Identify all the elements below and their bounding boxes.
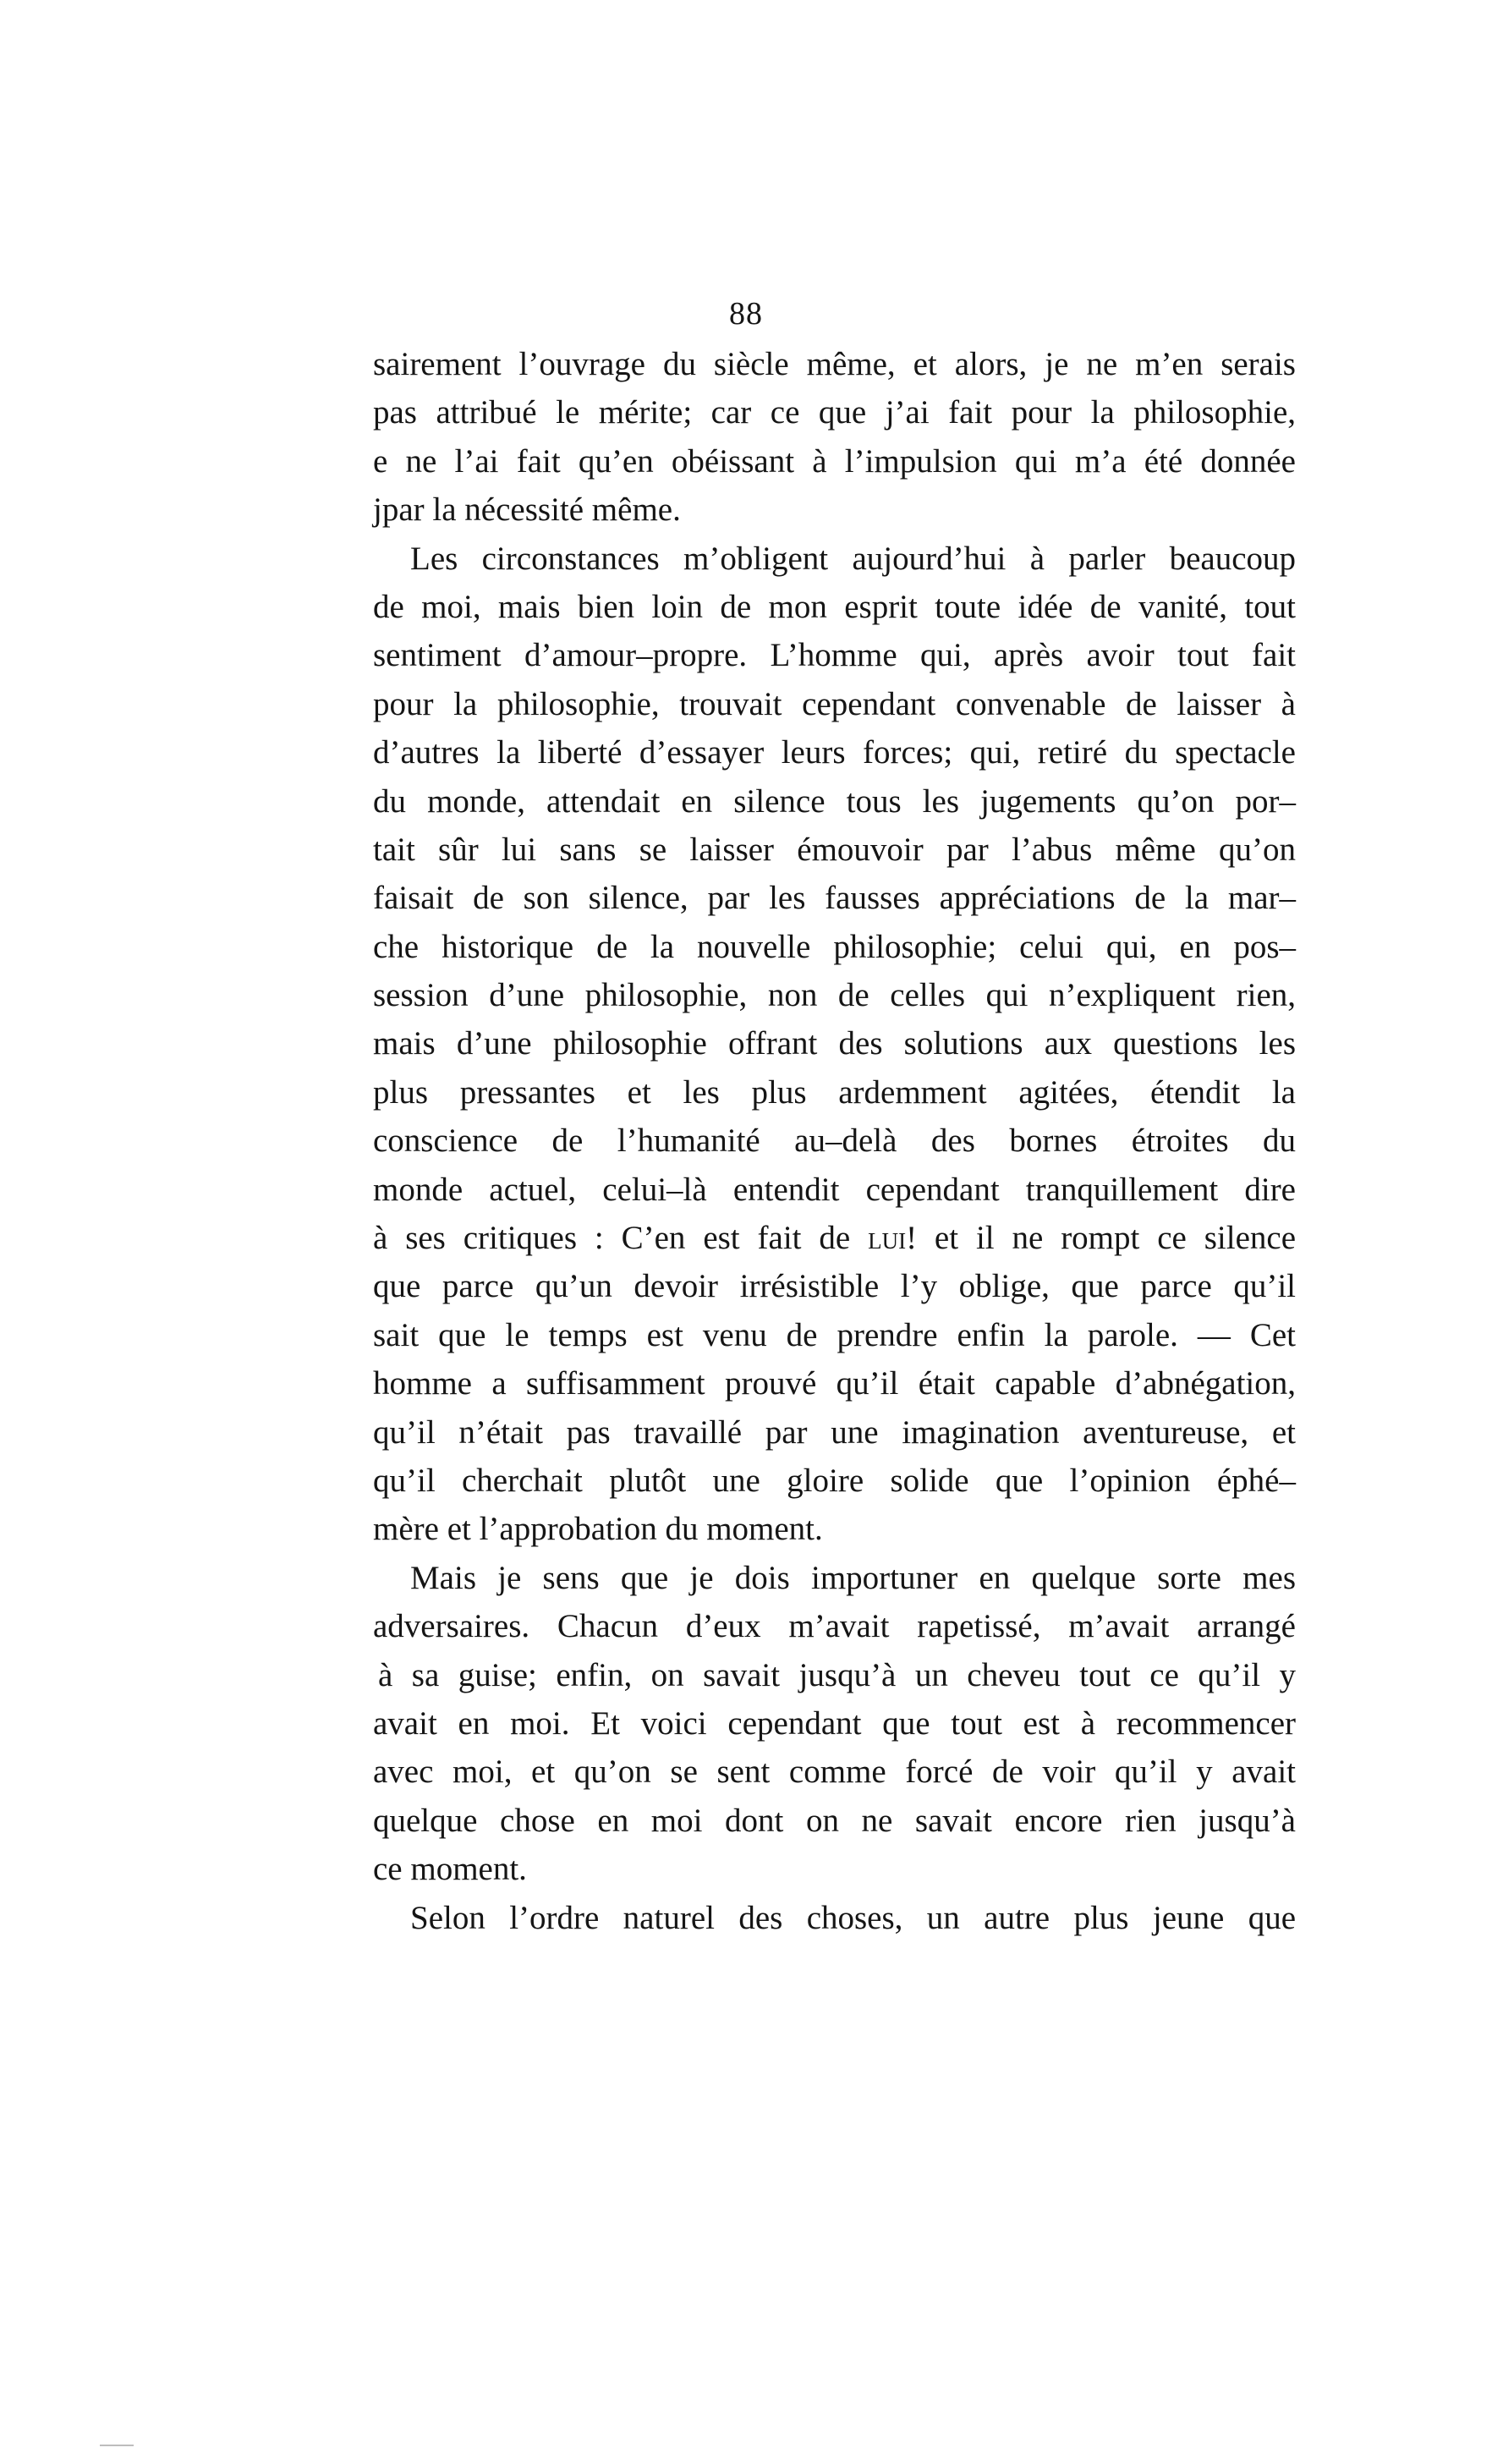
text-line: sairement l’ouvrage du siècle même, et alors, je ne m’en serais <box>373 346 1296 382</box>
page-number: 88 <box>729 296 763 332</box>
scan-artifact <box>100 2445 134 2450</box>
text-line: ce moment. <box>373 1851 527 1888</box>
text-line: monde actuel, celui–là entendit cependant tranquillement dire <box>373 1171 1296 1208</box>
text-line: plus pressantes et les plus ardemment agitées, étendit la <box>373 1073 1296 1111</box>
text-segment: à ses critiques : C’en est fait de <box>373 1220 851 1257</box>
text-line: mais d’une philosophie offrant des solutions aux questions les <box>373 1025 1296 1062</box>
paragraph-first-line: Mais je sens que je dois importuner en quelque sorte mes <box>410 1559 1296 1596</box>
text-line: avait en moi. Et voici cependant que tout est à recommencer <box>373 1704 1296 1742</box>
text-line: d’autres la liberté d’essayer leurs forces; qui, retiré du spectacle <box>373 734 1296 771</box>
text-line: à sa guise; enfin, on savait jusqu’à un cheveu tout ce qu’il y <box>378 1656 1296 1693</box>
text-line: sentiment d’amour–propre. L’homme qui, après avoir tout fait <box>373 637 1296 674</box>
text-line: homme a suffisamment prouvé qu’il était capable d’abnégation, <box>373 1365 1296 1402</box>
text-line: avec moi, et qu’on se sent comme forcé de voir qu’il y avait <box>373 1753 1296 1791</box>
text-line: sait que le temps est venu de prendre enfin la parole. — Cet <box>373 1316 1296 1353</box>
paragraph-first-line: Selon l’ordre naturel des choses, un autre plus jeune que <box>410 1899 1296 1936</box>
text-line: faisait de son silence, par les fausses appréciations de la mar– <box>373 880 1296 917</box>
text-line: qu’il n’était pas travaillé par une imagination aventureuse, et <box>373 1413 1296 1451</box>
text-line: pour la philosophie, trouvait cependant convenable de laisser à <box>373 685 1296 722</box>
text-line: che historique de la nouvelle philosophie; celui qui, en pos– <box>373 928 1296 965</box>
smallcaps-word: lui <box>868 1220 907 1257</box>
text-line: qu’il cherchait plutôt une gloire solide que l’opinion éphé– <box>373 1462 1296 1499</box>
text-line-with-smallcaps <box>373 1214 1296 1262</box>
body-text <box>373 340 1296 1942</box>
text-segment: ! et il ne rompt ce silence <box>906 1220 1297 1257</box>
text-line: e ne l’ai fait qu’en obéissant à l’impulsion qui m’a été donnée <box>373 442 1296 480</box>
text-line: quelque chose en moi dont on ne savait encore rien jusqu’à <box>373 1802 1296 1839</box>
text-line: mère et l’approbation du moment. <box>373 1511 823 1548</box>
paragraph-first-line: Les circonstances m’obligent aujourd’hui à parler beaucoup <box>410 540 1296 577</box>
text-line: pas attribué le mérite; car ce que j’ai fait pour la philosophie, <box>373 394 1296 431</box>
text-line: de moi, mais bien loin de mon esprit toute idée de vanité, tout <box>373 588 1296 625</box>
text-line: adversaires. Chacun d’eux m’avait rapetissé, m’avait arrangé <box>373 1608 1296 1645</box>
text-line: que parce qu’un devoir irrésistible l’y oblige, que parce qu’il <box>373 1268 1296 1305</box>
text-line: du monde, attendait en silence tous les jugements qu’on por– <box>373 782 1296 820</box>
text-line: conscience de l’humanité au–delà des bornes étroites du <box>373 1122 1296 1160</box>
text-line: tait sûr lui sans se laisser émouvoir par l’abus même qu’on <box>373 831 1296 868</box>
text-line: jpar la nécessité même. <box>373 491 681 529</box>
text-line: session d’une philosophie, non de celles qui n’expliquent rien, <box>373 977 1296 1014</box>
